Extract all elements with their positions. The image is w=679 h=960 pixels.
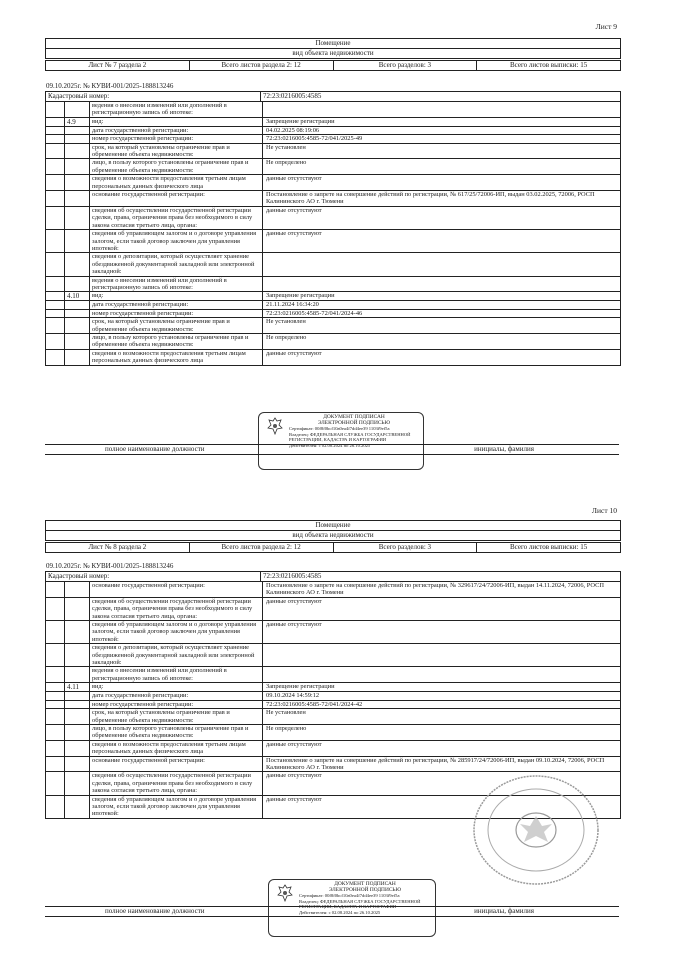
field-value: 04.02.2025 08:19:06: [266, 126, 320, 134]
field-label: номер государственной регистрации:: [90, 701, 263, 708]
object-header: [45, 520, 621, 541]
field-value: данные отсутствуют: [266, 597, 322, 605]
object-type: вид объекта недвижимости: [46, 49, 620, 59]
sheet-number: Лист 10: [591, 506, 617, 515]
field-value: данные отсутствуют: [266, 772, 322, 780]
field-value: 21.11.2024 16:34:20: [266, 301, 319, 309]
table-row: [46, 300, 620, 308]
field-value: [263, 102, 620, 117]
cadastral-label: Кадастровый номер:: [48, 92, 110, 100]
item-number: [65, 598, 90, 620]
table-row: [46, 724, 620, 740]
field-label: сведения о депозитарии, который осуществляет хранение обездвиженной документарной закладной или электронной закладной:: [90, 253, 263, 275]
stamp-valid: Действителен: с 02.08.2024 по 26.10.2025: [299, 909, 381, 915]
outer-col: [46, 621, 65, 643]
table-row: [46, 126, 620, 134]
eagle-emblem-icon: [277, 884, 293, 902]
outer-col: [46, 667, 65, 682]
field-value: Запрещение регистрации: [266, 292, 335, 300]
sheet-meta: [45, 60, 621, 71]
field-label: сведения об управляющем залогом и о договоре управления залогом, если такой договор заключен для управления ипотекой:: [90, 796, 263, 818]
table-row: [46, 117, 620, 126]
item-number: [65, 191, 90, 206]
field-value: 72:23:0216005:4585-72/041/2024-42: [266, 700, 363, 708]
item-number: [65, 334, 90, 349]
outer-col: [46, 582, 65, 597]
outer-col: [46, 796, 65, 818]
field-label: вид:: [90, 118, 263, 126]
signature-line: [45, 906, 619, 917]
field-value: 72:23:0216005:4585-72/041/2025-49: [266, 135, 363, 143]
table-row: [46, 252, 620, 275]
field-label: сведения о возможности предоставления третьим лицам персональных данных физического лица: [90, 175, 263, 190]
object-type: вид объекта недвижимости: [46, 531, 620, 541]
table-row: [46, 317, 620, 333]
field-label: лицо, в пользу которого установлены ограничение прав и обременение объекта недвижимости:: [90, 334, 263, 349]
cadastral-value: 72:23:0216005:4585: [260, 92, 321, 101]
item-number: 4.9: [65, 118, 90, 126]
table-row: [46, 101, 620, 117]
outer-col: [46, 135, 65, 142]
stamp-subtitle: ЭЛЕКТРОННОЙ ПОДПИСЬЮ: [328, 886, 402, 893]
eagle-emblem-icon: [267, 417, 283, 435]
outer-col: [46, 757, 65, 772]
item-number: [65, 127, 90, 134]
table-row: [46, 143, 620, 159]
item-number: [65, 230, 90, 252]
outer-col: [46, 598, 65, 620]
field-value: Постановление о запрете на совершение действий по регистрации, № 617/25/72006-ИП, выдан 03.02.2025, 72006, РОСП Калининского АО г. Тюмени: [266, 191, 595, 206]
field-value: Не установлен: [266, 709, 306, 717]
item-number: [65, 772, 90, 794]
meta-sections: Всего разделов: 3: [334, 543, 478, 552]
table-row: [46, 206, 620, 229]
field-label: сведения о депозитарии, который осуществляет хранение обездвиженной документарной закладной или электронной закладной:: [90, 644, 263, 666]
table-row: [46, 276, 620, 292]
extract-date-number: 09.10.2025г. № КУВИ-001/2025-188813246: [46, 562, 174, 570]
field-label: сведения об управляющем залогом и о договоре управления залогом, если такой договор заключен для управления ипотекой:: [90, 621, 263, 643]
outer-col: [46, 292, 65, 300]
sheet-number: Лист 9: [595, 22, 617, 31]
field-label: дата государственной регистрации:: [90, 127, 263, 134]
item-number: [65, 175, 90, 190]
field-value: данные отсутствуют: [266, 740, 322, 748]
field-value: данные отсутствуют: [266, 206, 322, 214]
outer-col: [46, 253, 65, 275]
stamp-certificate: Сертификат: 00f8f0bcf10a0ea4f7dd4ee39 1103f9ef5a: [289, 426, 390, 432]
item-number: [65, 582, 90, 597]
item-number: [65, 102, 90, 117]
outer-col: [46, 701, 65, 708]
outer-col: [46, 334, 65, 349]
field-label: срок, на который установлены ограничение прав и обременение объекта недвижимости:: [90, 709, 263, 724]
stamp-subtitle: ЭЛЕКТРОННОЙ ПОДПИСЬЮ: [317, 419, 391, 426]
table-row: [46, 333, 620, 349]
field-value: Не определено: [266, 333, 307, 341]
table-row: [46, 691, 620, 699]
outer-col: [46, 230, 65, 252]
field-label: основание государственной регистрации:: [90, 582, 263, 597]
field-value: Запрещение регистрации: [266, 117, 335, 125]
field-value: [263, 644, 620, 666]
field-value: Не установлен: [266, 318, 306, 326]
table-row: [46, 620, 620, 643]
item-number: [65, 310, 90, 317]
table-row: [46, 700, 620, 708]
meta-sheet-of-section: Лист № 8 раздела 2: [46, 543, 190, 552]
item-number: [65, 318, 90, 333]
electronic-signature-stamp: [258, 412, 424, 470]
table-row: [46, 158, 620, 174]
table-row: [46, 756, 620, 772]
meta-extract-total: Всего листов выписки: 15: [510, 61, 588, 69]
field-label: лицо, в пользу которого установлены ограничение прав и обременение объекта недвижимости:: [90, 725, 263, 740]
field-value: Постановление о запрете на совершение действий по регистрации, № 329617/24/72006-ИП, выдан 14.11.2024, 72006, РОСП Калининского АО г. Тюмени: [266, 582, 604, 597]
table-row: [46, 174, 620, 190]
item-number: [65, 277, 90, 292]
item-number: [65, 253, 90, 275]
outer-col: [46, 191, 65, 206]
field-label: сведения об осуществлении государственной регистрации сделки, права, ограничения права без необходимого в силу закона согласия третьего лица, органа:: [90, 772, 263, 794]
item-number: [65, 644, 90, 666]
outer-col: [46, 709, 65, 724]
object-header: [45, 38, 621, 59]
field-label: сведения о возможности предоставления третьим лицам персональных данных физического лица: [90, 741, 263, 756]
item-number: [65, 350, 90, 365]
table-row: [46, 682, 620, 691]
extract-date-number: 09.10.2025г. № КУВИ-001/2025-188813246: [46, 82, 174, 90]
item-number: [65, 667, 90, 682]
field-label: основание государственной регистрации:: [90, 757, 263, 772]
stamp-title: ДОКУМЕНТ ПОДПИСАН: [323, 414, 385, 420]
field-value: [263, 667, 620, 682]
outer-col: [46, 683, 65, 691]
outer-col: [46, 301, 65, 308]
field-label: основание государственной регистрации:: [90, 191, 263, 206]
field-value: данные отсутствуют: [266, 349, 322, 357]
item-number: [65, 301, 90, 308]
field-label: ведения о внесении изменений или дополнений в регистрационную запись об ипотеке:: [90, 277, 263, 292]
item-number: [65, 709, 90, 724]
outer-col: [46, 741, 65, 756]
sheet-meta: [45, 542, 621, 553]
cadastral-label: Кадастровый номер:: [48, 572, 110, 580]
outer-col: [46, 692, 65, 699]
outer-col: [46, 772, 65, 794]
name-caption: инициалы, фамилия: [474, 445, 534, 453]
item-number: [65, 701, 90, 708]
item-number: [65, 207, 90, 229]
meta-sections: Всего разделов: 3: [334, 61, 478, 70]
stamp-owner: Владелец: ФЕДЕРАЛЬНАЯ СЛУЖБА ГОСУДАРСТВЕННОЙ: [289, 431, 411, 437]
meta-extract-total: Всего листов выписки: 15: [510, 543, 588, 551]
field-value: 72:23:0216005:4585-72/041/2024-46: [266, 309, 363, 317]
field-label: ведения о внесении изменений или дополнений в регистрационную запись об ипотеке:: [90, 667, 263, 682]
field-label: лицо, в пользу которого установлены ограничение прав и обременение объекта недвижимости:: [90, 159, 263, 174]
outer-col: [46, 310, 65, 317]
field-value: [263, 253, 620, 275]
position-caption: полное наименование должности: [105, 445, 205, 453]
encumbrance-table: [45, 581, 621, 819]
outer-col: [46, 725, 65, 740]
position-caption: полное наименование должности: [105, 907, 205, 915]
field-value: данные отсутствуют: [266, 795, 322, 803]
outer-col: [46, 159, 65, 174]
field-value: Запрещение регистрации: [266, 683, 335, 691]
stamp-owner: Владелец: ФЕДЕРАЛЬНАЯ СЛУЖБА ГОСУДАРСТВЕННОЙ: [299, 898, 421, 904]
item-number: [65, 725, 90, 740]
field-value: данные отсутствуют: [266, 230, 322, 238]
outer-col: [46, 277, 65, 292]
item-number: [65, 159, 90, 174]
table-row: [46, 708, 620, 724]
field-value: данные отсутствуют: [266, 621, 322, 629]
outer-col: [46, 207, 65, 229]
table-row: [46, 291, 620, 300]
field-value: [263, 277, 620, 292]
outer-col: [46, 318, 65, 333]
field-value: Не установлен: [266, 143, 306, 151]
item-number: [65, 692, 90, 699]
outer-col: [46, 350, 65, 365]
meta-section-total: Всего листов раздела 2: 12: [190, 61, 334, 70]
field-value: 09.10.2024 14:59:12: [266, 692, 320, 700]
table-row: [46, 597, 620, 620]
table-row: [46, 795, 620, 818]
field-label: дата государственной регистрации:: [90, 301, 263, 308]
outer-col: [46, 127, 65, 134]
table-row: [46, 740, 620, 756]
table-row: [46, 643, 620, 666]
outer-col: [46, 175, 65, 190]
field-label: сведения об управляющем залогом и о договоре управления залогом, если такой договор заключен для управления ипотекой:: [90, 230, 263, 252]
item-number: [65, 135, 90, 142]
table-row: [46, 190, 620, 206]
field-label: дата государственной регистрации:: [90, 692, 263, 699]
outer-col: [46, 102, 65, 117]
table-row: [46, 229, 620, 252]
table-row: [46, 666, 620, 682]
table-row: [46, 771, 620, 794]
extract-sheet-10: [0, 480, 679, 960]
outer-col: [46, 118, 65, 126]
signature-line: [45, 444, 619, 455]
field-label: номер государственной регистрации:: [90, 135, 263, 142]
field-label: вид:: [90, 292, 263, 300]
field-label: срок, на который установлены ограничение прав и обременение объекта недвижимости:: [90, 318, 263, 333]
table-row: [46, 581, 620, 597]
field-label: сведения об осуществлении государственной регистрации сделки, права, ограничения права без необходимого в силу закона согласия третьего лица, органа:: [90, 207, 263, 229]
stamp-certificate: Сертификат: 00f8f0bcf10a0ea4f7dd4ee39 1103f9ef5a: [299, 893, 400, 899]
stamp-owner-cont: РЕГИСТРАЦИИ, КАДАСТРА И КАРТОГРАФИИ: [289, 437, 387, 443]
field-value: Не определено: [266, 724, 307, 732]
item-number: [65, 621, 90, 643]
stamp-valid: Действителен: с 02.08.2024 по 26.10.2025: [289, 442, 371, 448]
field-label: сведения о возможности предоставления третьим лицам персональных данных физического лица: [90, 350, 263, 365]
item-number: [65, 796, 90, 818]
table-row: [46, 349, 620, 365]
table-row: [46, 309, 620, 317]
field-label: номер государственной регистрации:: [90, 310, 263, 317]
item-number: [65, 741, 90, 756]
table-row: [46, 134, 620, 142]
object-name: Помещение: [46, 39, 620, 49]
object-name: Помещение: [46, 521, 620, 531]
field-label: срок, на который установлены ограничение прав и обременение объекта недвижимости:: [90, 144, 263, 159]
name-caption: инициалы, фамилия: [474, 907, 534, 915]
cadastral-value: 72:23:0216005:4585: [260, 572, 321, 581]
outer-col: [46, 644, 65, 666]
item-number: [65, 757, 90, 772]
field-label: ведения о внесении изменений или дополнений в регистрационную запись об ипотеке:: [90, 102, 263, 117]
meta-section-total: Всего листов раздела 2: 12: [190, 543, 334, 552]
stamp-owner-cont: РЕГИСТРАЦИИ, КАДАСТРА И КАРТОГРАФИИ: [299, 904, 397, 910]
field-value: Не определено: [266, 159, 307, 167]
field-label: вид:: [90, 683, 263, 691]
item-number: 4.11: [65, 683, 90, 691]
field-label: сведения об осуществлении государственной регистрации сделки, права, ограничения права без необходимого в силу закона согласия третьего лица, органа:: [90, 598, 263, 620]
outer-col: [46, 144, 65, 159]
item-number: 4.10: [65, 292, 90, 300]
stamp-title: ДОКУМЕНТ ПОДПИСАН: [334, 881, 396, 887]
field-value: данные отсутствуют: [266, 175, 322, 183]
encumbrance-table: [45, 101, 621, 366]
field-value: Постановление о запрете на совершение действий по регистрации, № 285917/24/72006-ИП, выдан 09.10.2024, 72006, РОСП Калининского АО г. Тюмени: [266, 756, 605, 771]
item-number: [65, 144, 90, 159]
meta-sheet-of-section: Лист № 7 раздела 2: [46, 61, 190, 70]
